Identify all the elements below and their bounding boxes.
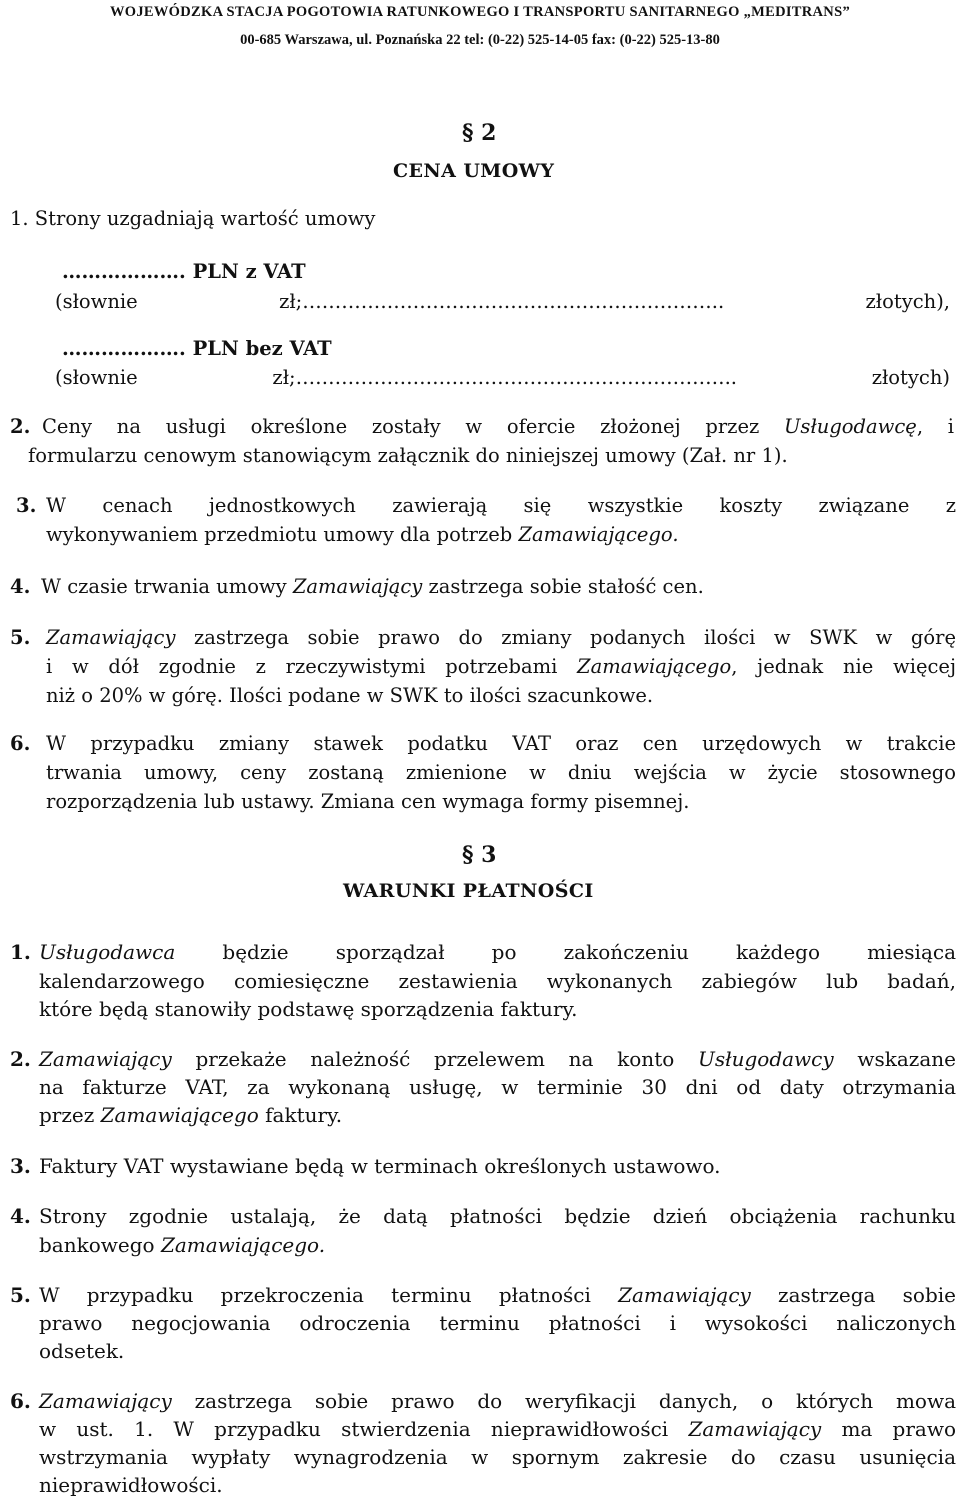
s2-item-5-number: 5.: [10, 626, 31, 649]
s3-item-3-number: 3.: [10, 1154, 31, 1178]
s3-item-4-line-2: bankowego Zamawiającego.: [39, 1233, 326, 1257]
s3-item-5-number: 5.: [10, 1283, 31, 1307]
s2-item-3-line-2: wykonywaniem przedmiotu umowy dla potrzeb Zamawiającego.: [46, 523, 679, 546]
s2-item-6-line-1: W przypadku zmiany stawek podatku VAT oraz cen urzędowych w trakcie: [46, 732, 956, 755]
section-2-number: § 2: [462, 120, 497, 146]
s3-item-5-line-3: odsetek.: [39, 1339, 125, 1363]
s3-item-6-line-4: nieprawidłowości.: [39, 1473, 223, 1497]
s3-item-3-text: Faktury VAT wystawiane będą w terminach określonych ustawowo.: [39, 1154, 721, 1178]
s2-vat-amount: ………………. PLN z VAT: [62, 260, 306, 283]
s3-item-6-line-2: w ust. 1. W przypadku stwierdzenia nieprawidłowości Zamawiający ma prawo: [39, 1417, 956, 1441]
s3-item-6-line-1: Zamawiający zastrzega sobie prawo do weryfikacji danych, o których mowa: [39, 1389, 956, 1413]
s3-item-6-line-3: wstrzymania wypłaty wynagrodzenia w spornym zakresie do czasu usunięcia: [39, 1445, 956, 1469]
s3-item-5-line-1: W przypadku przekroczenia terminu płatności Zamawiający zastrzega sobie: [39, 1283, 956, 1307]
s2-item-3-line-1: W cenach jednostkowych zawierają się wszystkie koszty związane z: [46, 494, 956, 517]
s2-item-2-line-2: formularzu cenowym stanowiącym załącznik do niniejszej umowy (Zał. nr 1).: [28, 444, 788, 467]
s3-item-2-number: 2.: [10, 1047, 31, 1071]
s2-item-2-line-1: Ceny na usługi określone zostały w ofercie złożonej przez Usługodawcę, i: [42, 415, 954, 438]
s3-item-2-line-1: Zamawiający przekaże należność przelewem na konto Usługodawcy wskazane: [39, 1047, 956, 1071]
s3-item-4-number: 4.: [10, 1204, 31, 1228]
section-3-title: WARUNKI PŁATNOŚCI: [343, 880, 594, 902]
s2-item-6-number: 6.: [10, 732, 31, 755]
section-2-title: CENA UMOWY: [393, 160, 555, 182]
s2-item-4-number: 4.: [10, 575, 31, 598]
s3-item-1-line-2: kalendarzowego comiesięczne zestawienia wykonanych zabiegów lub badań,: [39, 969, 956, 993]
s3-item-4-line-1: Strony zgodnie ustalają, że datą płatności będzie dzień obciążenia rachunku: [39, 1204, 956, 1228]
s3-item-6-number: 6.: [10, 1389, 31, 1413]
s2-item-1: 1. Strony uzgadniają wartość umowy: [10, 207, 376, 230]
s3-item-1-number: 1.: [10, 940, 31, 964]
section-3-number: § 3: [462, 842, 497, 868]
s2-item-5-line-2: i w dół zgodnie z rzeczywistymi potrzebami Zamawiającego, jednak nie więcej: [46, 655, 956, 678]
s2-item-6-line-2: trwania umowy, ceny zostaną zmienione w dniu wejścia w życie stosownego: [46, 761, 956, 784]
s2-item-5-line-3: niż o 20% w górę. Ilości podane w SWK to ilości szacunkowe.: [46, 684, 654, 707]
s3-item-2-line-3: przez Zamawiającego faktury.: [39, 1103, 343, 1127]
s3-item-5-line-2: prawo negocjowania odroczenia terminu płatności i wysokości naliczonych: [39, 1311, 956, 1335]
s2-net-amount: ………………. PLN bez VAT: [62, 337, 332, 360]
s2-net-words: (słownie zł;………………………………………………………….. złotych): [55, 366, 950, 389]
s2-item-3-number: 3.: [16, 494, 37, 517]
s3-item-1-line-3: które będą stanowiły podstawę sporządzenia faktury.: [39, 997, 578, 1021]
s2-item-6-line-3: rozporządzenia lub ustawy. Zmiana cen wymaga formy pisemnej.: [46, 790, 690, 813]
s2-item-5-line-1: Zamawiający zastrzega sobie prawo do zmiany podanych ilości w SWK w górę: [46, 626, 956, 649]
s3-item-2-line-2: na fakturze VAT, za wykonaną usługę, w terminie 30 dni od daty otrzymania: [39, 1075, 956, 1099]
s3-item-1-line-1: Usługodawca będzie sporządzał po zakończeniu każdego miesiąca: [39, 940, 956, 964]
s2-item-2-number: 2.: [10, 415, 31, 438]
s2-vat-words: (słownie zł;……………………………………………………….. złotych),: [55, 290, 950, 313]
header-address: 00-685 Warszawa, ul. Poznańska 22 tel: (0-22) 525-14-05 fax: (0-22) 525-13-80: [240, 32, 720, 48]
header-institution: WOJEWÓDZKA STACJA POGOTOWIA RATUNKOWEGO I TRANSPORTU SANITARNEGO „MEDITRANS”: [109, 4, 850, 20]
s2-item-4-text: W czasie trwania umowy Zamawiający zastrzega sobie stałość cen.: [41, 575, 704, 598]
